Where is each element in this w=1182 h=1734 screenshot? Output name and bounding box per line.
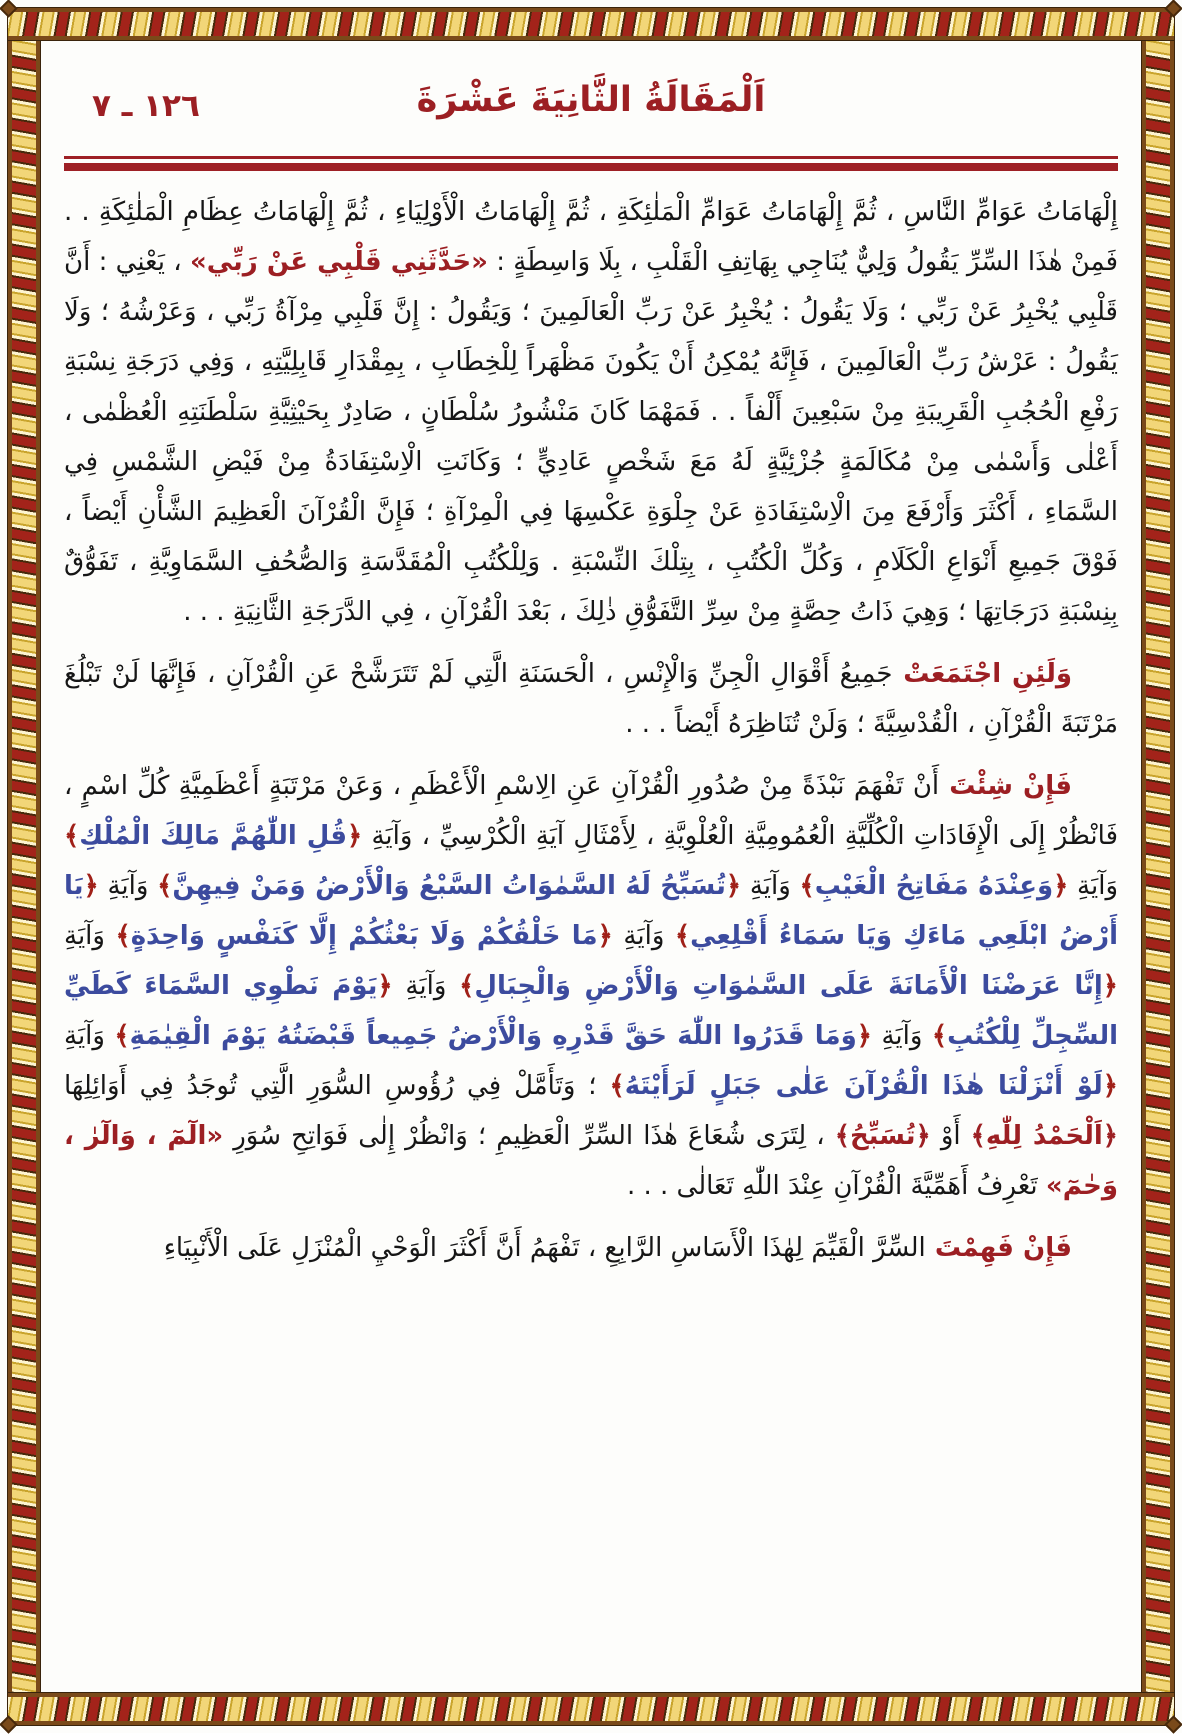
ornamental-border-bottom [8,1693,1174,1725]
text-segment-bracket: ﴾ [799,871,815,901]
text-segment-black: وَآيَةِ [612,921,675,951]
paragraph [64,187,1118,637]
header-divider-rule [64,156,1118,171]
page-number: ١٢٦ ـ ٧ [92,88,200,124]
text-segment-red: فَإِنْ فَهِمْتَ [925,1233,1072,1263]
text-segment-black: السِّرَّ الْقَيِّمَ لِهٰذَا الْأَسَاسِ الرَّابِعِ ، تَفْهَمُ أَنَّ أَكْثَرَ الْوَحْيِ الْمُنْزَلِ عَلَى الْأَنْبِيَاءِ [163,1233,926,1263]
text-segment-black: وَآيَةِ [872,1021,932,1051]
text-segment-bracket: ﴿ [377,971,393,1001]
text-segment-bracket: ﴾ [115,921,131,951]
text-segment-bracket: ﴿ [725,871,742,901]
paragraph [64,761,1118,1211]
text-segment-black: ، يَعْنِي : أَنَّ قَلْبِي يُخْبِرُ عَنْ رَبِّي ؛ وَلَا يَقُولُ : يُخْبِرُ عَنْ رَبِّ الْعَالَمِينَ ؛ وَيَقُولُ : إِنَّ قَلْبِي مِرْآةُ رَبِّي ، وَعَرْشُهُ ؛ وَلَا يَقُولُ : عَرْشُ رَبِّ الْعَالَمِينَ ، فَإِنَّهُ يُمْكِنُ أَنْ يَكُونَ مَظْهَراً لِلْخِطَابِ ، بِمِقْدَارِ قَابِلِيَّتِهِ ، وَفِي دَرَجَةِ نِسْبَةِ رَفْعِ الْحُجُبِ الْقَرِيبَةِ مِنْ سَبْعِينَ أَلْفاً . . فَمَهْمَا كَانَ مَنْشُورُ سُلْطَانٍ ، صَادِرٌ بِحَيْثِيَّةِ سَلْطَنَتِهِ الْعُظْمٰى ، أَعْلٰى وَأَسْمٰى مِنْ مُكَالَمَةٍ جُزْئِيَّةٍ لَهُ مَعَ شَخْصٍ عَادِيٍّ ؛ وَكَانَتِ الْاِسْتِفَادَةُ مِنْ فَيْضِ الشَّمْسِ فِي السَّمَاءِ ، أَكْثَرَ وَأَرْفَعَ مِنَ الْاِسْتِفَادَةِ عَنْ جِلْوَةِ عَكْسِهَا فِي الْمِرْآةِ ؛ فَإِنَّ الْقُرْآنَ الْعَظِيمَ الشَّأْنِ أَيْضاً ، فَوْقَ جَمِيعِ أَنْوَاعِ الْكَلَامِ ، وَكُلِّ الْكُتُبِ ، بِتِلْكَ النِّسْبَةِ . وَلِلْكُتُبِ الْمُقَدَّسَةِ وَالصُّحُفِ السَّمَاوِيَّةِ ، تَفَوُّقٌ بِنِسْبَةِ دَرَجَاتِهَا ؛ وَهِيَ ذَاتُ حِصَّةٍ مِنْ سِرِّ التَّفَوُّقِ ذٰلِكَ ، بَعْدَ الْقُرْآنِ ، فِي الدَّرَجَةِ الثَّانِيَةِ . . . [64,247,1118,627]
text-segment-blue: إِنَّا عَرَضْنَا الْأَمَانَةَ عَلَى السَّمٰوَاتِ وَالْأَرْضِ وَالْجِبَالِ [474,971,1103,1001]
text-segment-blue: تُسَبِّحُ لَهُ السَّمٰوَاتُ السَّبْعُ وَالْأَرْضُ وَمَنْ فِيهِنَّ [172,871,726,901]
paragraph [64,1223,1118,1273]
text-segment-red: ﴿اَلْحَمْدُ لِلّٰهِ﴾ [970,1121,1119,1151]
text-segment-bracket: ﴾ [157,871,173,901]
text-segment-blue: وَعِنْدَهُ مَفَاتِحُ الْغَيْبِ [814,871,1054,901]
text-segment-blue: لَوْ أَنْزَلْنَا هٰذَا الْقُرْآنَ عَلٰى جَبَلٍ لَرَأَيْتَهُ [624,1071,1103,1101]
text-segment-blue: يَا أَرْضُ ابْلَعِي مَاءَكِ وَيَا سَمَاءُ أَقْلِعِي [64,871,1118,951]
page-header [64,66,1118,152]
text-segment-bracket: ﴾ [459,971,475,1001]
text-segment-black: وَآيَةِ [98,871,158,901]
body-text [64,187,1118,1273]
text-segment-blue: وَمَا قَدَرُوا اللّٰهَ حَقَّ قَدْرِهِ وَالْأَرْضُ جَمِيعاً قَبْضَتُهُ يَوْمَ الْقِيٰمَةِ [129,1021,857,1051]
text-segment-red: فَإِنْ شِئْتَ [939,771,1072,801]
text-segment-black: وَآيَةِ [392,971,460,1001]
text-segment-blue: قُلِ اللّٰهُمَّ مَالِكَ الْمُلْكِ [79,821,348,851]
text-segment-bracket: ﴿ [1102,1071,1118,1101]
text-segment-bracket: ﴿ [597,921,613,951]
text-segment-black: وَآيَةِ [64,1021,115,1051]
text-segment-bracket: ﴾ [674,921,691,951]
text-segment-bracket: ﴾ [64,821,80,851]
text-segment-black: أَوْ [930,1121,971,1151]
text-segment-red: «حَدَّثَنِي قَلْبِي عَنْ رَبِّي» [189,247,488,277]
ornamental-border-right [1142,10,1174,1723]
text-segment-bracket: ﴾ [609,1071,625,1101]
text-segment-black: ؛ وَتَأَمَّلْ فِي رُؤُوسِ السُّوَرِ الَّتِي تُوجَدُ فِي أَوَائِلِهَا [64,1071,610,1101]
text-segment-bracket: ﴿ [856,1021,873,1051]
text-segment-bracket: ﴿ [347,821,363,851]
text-segment-bracket: ﴿ [1053,871,1069,901]
text-segment-blue: مَا خَلْقُكُمْ وَلَا بَعْثُكُمْ إِلَّا كَنَفْسٍ وَاحِدَةٍ [130,921,598,951]
text-segment-black: وَآيَةِ [1068,871,1118,901]
text-segment-red: ﴿تُسَبِّحُ﴾ [834,1121,931,1151]
ornamental-border-left [8,10,40,1723]
page-content [42,42,1140,1691]
text-segment-blue: يَوْمَ نَطْوِي السَّمَاءَ كَطَيِّ السِّجِلِّ لِلْكُتُبِ [64,971,1119,1051]
text-segment-black: جَمِيعُ أَقْوَالِ الْجِنِّ وَالْإِنْسِ ، الْحَسَنَةِ الَّتِي لَمْ تَتَرَشَّحْ عَنِ الْقُرْآنِ ، فَإِنَّهَا لَنْ تَبْلُغَ مَرْتَبَةَ الْقُرْآنِ ، الْقُدْسِيَّةَ ؛ وَلَنْ تُنَاظِرَهُ أَيْضاً . . . [64,659,1118,739]
paragraph [64,649,1118,749]
text-segment-black: وَآيَةِ [741,871,800,901]
text-segment-black: إِلْهَامَاتُ عَوَامِّ النَّاسِ ، ثُمَّ إِلْهَامَاتُ عَوَامِّ الْمَلٰئِكَةِ ، ثُمَّ إِلْهَامَاتُ الْأَوْلِيَاءِ ، ثُمَّ إِلْهَامَاتُ عِظَامِ الْمَلٰئِكَةِ . . فَمِنْ هٰذَا السِّرِّ يَقُولُ وَلِيٌّ يُنَاجِي بِهَاتِفِ الْقَلْبِ ، بِلَا وَاسِطَةٍ : [64,197,1119,277]
text-segment-black: تَعْرِفُ أَهَمِّيَّةَ الْقُرْآنِ عِنْدَ اللّٰهِ تَعَالٰى . . . [626,1171,1046,1201]
text-segment-red: وَلَئِنِ اجْتَمَعَتْ [892,659,1072,689]
ornamental-border-top [8,8,1174,40]
text-segment-bracket: ﴿ [83,871,99,901]
text-segment-bracket: ﴾ [114,1021,130,1051]
text-segment-black: ، لِتَرَى شُعَاعَ هٰذَا السِّرِّ الْعَظِيمِ ؛ وَانْظُرْ إِلٰى فَوَاتِحِ سُوَرِ [223,1121,835,1151]
text-segment-black: أَنْ تَفْهَمَ نَبْذَةً مِنْ صُدُورِ الْقُرْآنِ عَنِ الِاسْمِ الْأَعْظَمِ ، وَعَنْ مَرْتَبَةٍ أَعْظَمِيَّةِ كُلِّ اسْمٍ ، فَانْظُرْ إِلَى الْإِفَادَاتِ الْكُلِّيَّةِ الْعُمُومِيَّةِ الْعُلْوِيَّةِ ، لِأَمْثَالِ آيَةِ الْكُرْسِيِّ ، وَآيَةِ [64,771,1118,851]
text-segment-black: وَآيَةِ [64,921,116,951]
text-segment-bracket: ﴾ [931,1021,948,1051]
chapter-title: اَلْمَقَالَةُ الثَّانِيَةَ عَشْرَةَ [416,80,766,120]
text-segment-red: «الٓمٓ ، وَالٓرٰ ، وَحٰمٓ» [64,1121,1118,1201]
text-segment-bracket: ﴿ [1102,971,1118,1001]
